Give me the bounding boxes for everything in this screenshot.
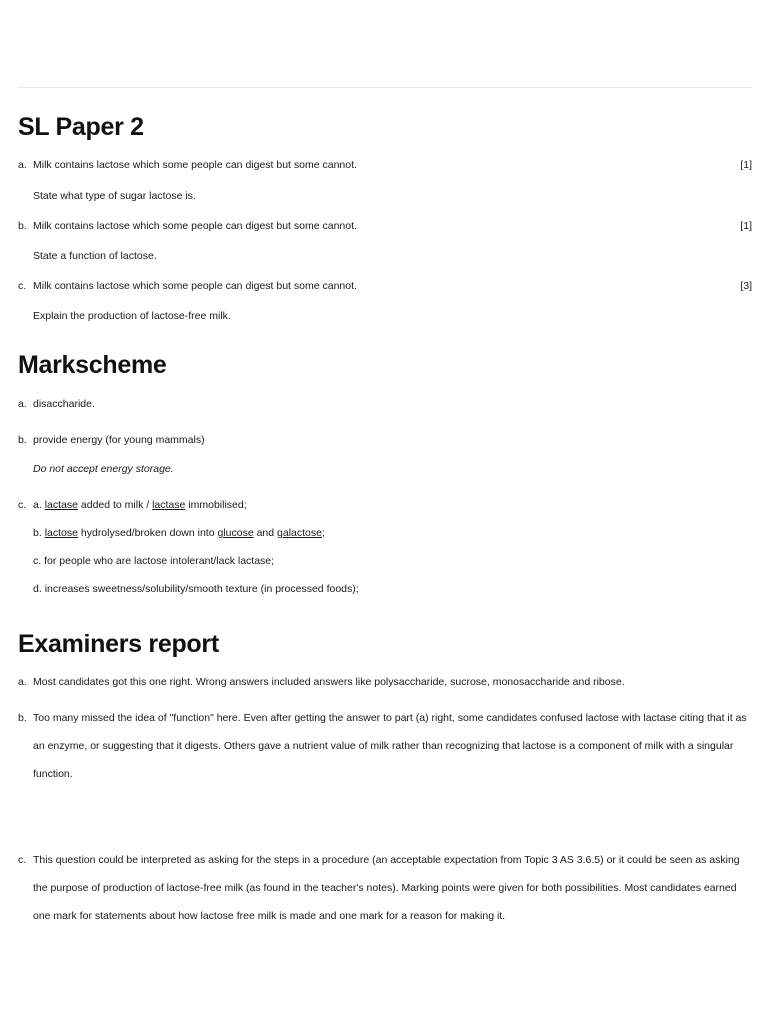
question-a-label: a. [18,159,27,171]
keyword-lactose: lactose [44,527,78,539]
report-b-text: Too many missed the idea of "function" here. Even after getting the answer to part (a) right, some candidates confused lactose with lactase citing that it as an enzyme, or suggesting that it digests. Others gave a nutrient value of milk rather than recognizing that lactose is a component of milk with a singular function. [33,712,747,780]
question-a-stem: Milk contains lactose which some people can digest but some cannot. [33,159,357,171]
markscheme-c-point-d: d. increases sweetness/solubility/smooth texture (in processed foods); [33,583,359,595]
markscheme-title: Markscheme [18,351,167,379]
question-b-label: b. [18,220,27,232]
header-divider [18,87,752,88]
markscheme-b-note: Do not accept energy storage. [33,463,174,475]
question-c-label: c. [18,280,27,292]
report-title: Examiners report [18,630,219,658]
question-b-stem: Milk contains lactose which some people can digest but some cannot. [33,220,357,232]
keyword-glucose: glucose [217,527,254,539]
question-a-task: State what type of sugar lactose is. [33,190,196,202]
markscheme-c-point-c: c. for people who are lactose intolerant/lack lactase; [33,555,275,567]
question-a-marks: [1] [740,159,752,171]
report-a-label: a. [18,676,27,688]
question-c-task: Explain the production of lactose-free milk. [33,310,231,322]
question-b-marks: [1] [740,220,752,232]
markscheme-c-point-a: a. lactase added to milk / lactase immobilised; [33,499,247,511]
keyword-galactose: galactose [277,527,322,539]
report-c-label: c. [18,854,27,866]
markscheme-a-label: a. [18,398,27,410]
markscheme-b-label: b. [18,434,27,446]
report-b-label: b. [18,712,27,724]
markscheme-c-label: c. [18,499,27,511]
keyword-lactase: lactase [152,499,186,511]
question-c-marks: [3] [740,280,752,292]
markscheme-b-text: provide energy (for young mammals) [33,434,205,446]
question-c-stem: Milk contains lactose which some people can digest but some cannot. [33,280,357,292]
keyword-lactase: lactase [44,499,78,511]
report-a-text: Most candidates got this one right. Wrong answers included answers like polysaccharide, sucrose, monosaccharide and ribose. [33,676,625,688]
paper-title: SL Paper 2 [18,113,144,141]
markscheme-a-text: disaccharide. [33,398,95,410]
question-b-task: State a function of lactose. [33,250,157,262]
markscheme-c-point-b: b. lactose hydrolysed/broken down into glucose and galactose; [33,527,325,539]
report-c-text: This question could be interpreted as asking for the steps in a procedure (an acceptable expectation from Topic 3 AS 3.6.5) or it could be seen as asking the purpose of production of lactose-free milk (as found in the teacher's notes). Marking points were given for both possibilities. Most candidates earned one mark for statements about how lactose free milk is made and one mark for a reason for making it. [33,854,740,922]
